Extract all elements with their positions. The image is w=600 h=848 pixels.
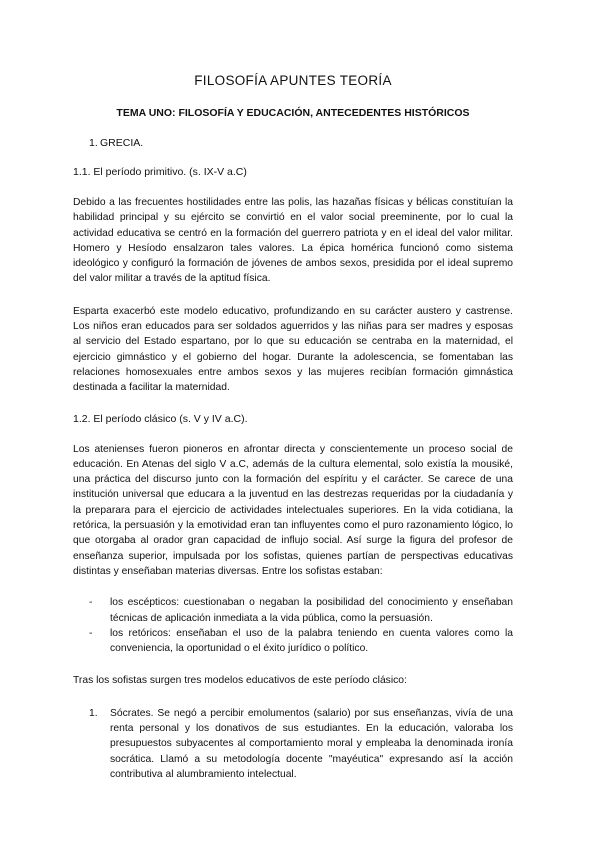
models-list <box>73 706 513 782</box>
section-heading <box>73 137 513 149</box>
list-item <box>73 626 513 657</box>
list-item-text: los retóricos: enseñaban el uso de la palabra teniendo en cuenta valores como la conveniencia, la oportunidad o el éxito jurídico o político. <box>110 627 513 655</box>
section-label: GRECIA. <box>100 137 144 149</box>
list-item <box>73 595 513 626</box>
document-title: FILOSOFÍA APUNTES TEORÍA <box>194 73 392 88</box>
paragraph-classic-2: Tras los sofistas surgen tres modelos educativos de este período clásico: <box>73 675 407 687</box>
section-number: 1. <box>89 137 98 149</box>
paragraph-primitive-1: Debido a las frecuentes hostilidades entre las polis, las hazañas físicas y bélicas constituían la habilidad principal y su ejército se convirtió en el valor social preeminente, por lo cual la actividad educativa se centró en la formación del guerrero patriota y en el ideal del valor militar. Homero y Hesíodo ensalzaron tales valores. La épica homérica funcionó como sistema ideológico y configuró la formación de jóvenes de ambos sexos, presidida por el ideal supremo del valor militar a través de la aptitud física. <box>73 197 513 285</box>
list-item <box>73 706 513 782</box>
unit-title: TEMA UNO: FILOSOFÍA Y EDUCACIÓN, ANTECEDENTES HISTÓRICOS <box>116 107 470 119</box>
bullet-dash: - <box>89 597 93 609</box>
section-item <box>73 137 513 149</box>
subsection-heading-primitive: 1.1. El período primitivo. (s. IX-V a.C) <box>73 166 247 178</box>
bullet-dash: - <box>89 627 93 639</box>
paragraph-primitive-2: Esparta exacerbó este modelo educativo, profundizando en su carácter austero y castrense. Los niños eran educados para ser soldados aguerridos y las niñas para ser madres y esposas al servicio del Estado espartano, por lo que su educación se centraba en la maternidad, el ejercicio gimnástico y el gobierno del hogar. Durante la adolescencia, se fomentaban las relaciones homosexuales entre ambos sexos y las mujeres recibían formación gimnástica destinada a facilitar la maternidad. <box>73 305 513 394</box>
list-item-number: 1. <box>89 707 98 719</box>
paragraph-classic-1: Los atenienses fueron pioneros en afrontar directa y conscientemente un proceso social de educación. En Atenas del siglo V a.C, además de la cultura elemental, solo existía la mousiké, una práctica del discurso junto con la formación del espíritu y el carácter. Se carece de una institución universal que educara a la juventud en las destrezas requeridas por la ciudadanía y la preparara para el ejercicio de actividades intelectuales superiores. En la vida cotidiana, la retórica, la persuasión y la emotividad eran tan influyentes como el puro razonamiento lógico, lo que otorgaba al orador gran capacidad de influjo social. Así surge la figura del profesor de enseñanza superior, impulsada por los sofistas, quienes partían de perspectivas educativas distintas y enseñaban materias diversas. Entre los sofistas estaban: <box>73 443 513 577</box>
subsection-heading-classic: 1.2. El período clásico (s. V y IV a.C). <box>73 412 248 425</box>
sophists-list <box>73 595 513 656</box>
list-item-text: los escépticos: cuestionaban o negaban la posibilidad del conocimiento y enseñaban técnicas de aplicación inmediata a la vida pública, como la persuasión. <box>110 597 513 624</box>
list-item-text: Sócrates. Se negó a percibir emolumentos (salario) por sus enseñanzas, vivía de una renta personal y los donativos de sus estudiantes. En la educación, valoraba los presupuestos subyacentes al comportamiento moral y empleaba la denominada ironía socrática. Llamó a su metodología docente "mayéutica" expresando así la acción contributiva al alumbramiento intelectual. <box>110 707 513 780</box>
